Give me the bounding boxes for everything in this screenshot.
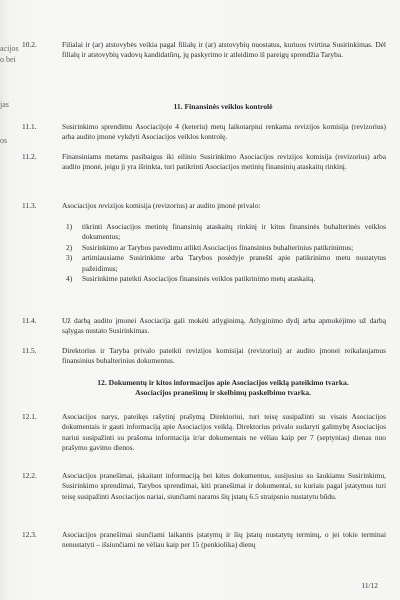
section-text: Asociacijos revizijos komisija (revizorius) ar audito įmonė privalo: (62, 201, 261, 210)
list-marker: 2) (66, 242, 73, 252)
heading-11: 11. Finansinės veiklos kontrolė (173, 102, 273, 111)
section-text: Asociacijos pranešimai siunčiami laikantis įstatymų ir šių įstatų nustatytų terminų, o jei tokie terminai nenustatyti – išsiunčiami ne vėliau kaip per 15 (penkiolika) dienų (62, 530, 386, 550)
section-number: 11.4. (22, 316, 37, 325)
section-number: 11.5. (22, 346, 37, 355)
section-number: 10.2. (22, 40, 37, 49)
section-text: Finansiniams metams pasibaigus iki eilinio Susirinkimo Asociacijos revizijos komisija (revizorius) arba audito įmonė, jeigu ji yra išrinkta, turi patikrinti Asociacijos metinių finansinių ataskaitų rinkinį. (62, 152, 386, 172)
list-item (66, 253, 386, 274)
margin-fragment: o bei (0, 55, 16, 64)
heading-12-line-2: Asociacijos pranešimų ir skelbimų paskelbimo tvarka. (135, 388, 311, 397)
list-item (66, 243, 386, 253)
section-text: Asociacijos pranešimai, įskaitant informaciją bei kitus dokumentus, susijusius su šaukiamu Susirinkimu, Susirinkimo sprendimai, Tarybos sprendimai, kiti pranešimai ir dokumentai, su kuriais pagal įstatymus turi teisę susipažinti Asociacijos nariai, siunčiami narams šių įstatų 6.5 straipsnio nustatytu būdu. (62, 471, 386, 501)
section-number: 12.2. (22, 471, 37, 480)
section-number: 11.3. (22, 201, 37, 210)
list-marker: 1) (66, 222, 73, 231)
list-item-text: Susirinkimo ar Tarybos pavedimu atlikti Asociacijos finansinius buhalterinius patikrinimus; (82, 242, 354, 252)
list-marker: 3) (66, 253, 73, 263)
list-item (66, 222, 386, 243)
list-item-text: Susirinkime pateikti Asociacijos finansinės veiklos patikrinimo metų ataskaitą. (82, 274, 316, 284)
page-number: 11/12 (361, 581, 378, 590)
section-text: Susirinkimo sprendimu Asociacijoje 4 (keteriu) metų laikotarpiui renkama revizijos komisija (revizorius) arba audito įmonė vykdyti Asociacijos veiklos kontrolę. (62, 122, 386, 142)
section-text: Už darbą audito įmonei Asociacija gali mokėti atlyginimą. Atlyginimo dydį arba apmokėjimo už darbą sąlygas nustato Susirinkimas. (62, 316, 386, 336)
section-number: 12.1. (22, 412, 37, 421)
section-number: 12.3. (22, 530, 37, 539)
margin-fragment: acijos (0, 44, 19, 53)
section-text: Filialai ir (ar) atstovybės veikia pagal filialų ir (ar) atstovybių nuostatus, kuriuos tvirtina Susirinkimas. Dėl filialų ir atstovybių vadovų kandidatūrų, jų paskyrimo ir atleidimo iš pareigų sprendžia Taryba. (62, 40, 386, 60)
list-marker: 4) (66, 274, 73, 284)
list-11-3 (66, 222, 386, 284)
section-number: 11.1. (22, 122, 37, 131)
section-number: 11.2. (22, 152, 37, 161)
list-item (66, 274, 386, 284)
margin-fragment: jas (0, 100, 9, 109)
heading-12 (60, 378, 386, 398)
list-item-text: tikrinti Asociacijos metinių finansinių ataskaitų rinkinį ir kitus finansinės buhalterinės veiklos dokumentus; (82, 222, 386, 242)
heading-12-line-1: 12. Dokumentų ir kitos informacijos apie Asociacijos veiklą pateikimo tvarka. (97, 378, 349, 387)
section-text: Asociacijos narys, pateikęs rašytinį prašymą Direktoriui, turi teisę susipažinti su visais Asociacijos dokumentais ir gauti informaciją apie Asociacijos veiklą. Direktorius privalo sudaryti galimybę Asociacijos nariui susipažinti su prašoma informacija ir/ar dokumentais ne vėliau kaip per 7 (septynias) dienas nuo prašymo gavimo dienos. (62, 412, 386, 453)
list-item-text: artimiausiame Susirinkime arba Tarybos posėdyje pranešti apie patikrinimo metu nustatytus pažeidimus; (82, 253, 386, 273)
section-text: Direktorius ir Taryba privalo pateikti revizijos komisijai (revizoriui) ar audito įmonei reikalaujamus finansinius buhalterinius dokumentus. (62, 346, 386, 366)
margin-fragment: os (0, 136, 8, 145)
